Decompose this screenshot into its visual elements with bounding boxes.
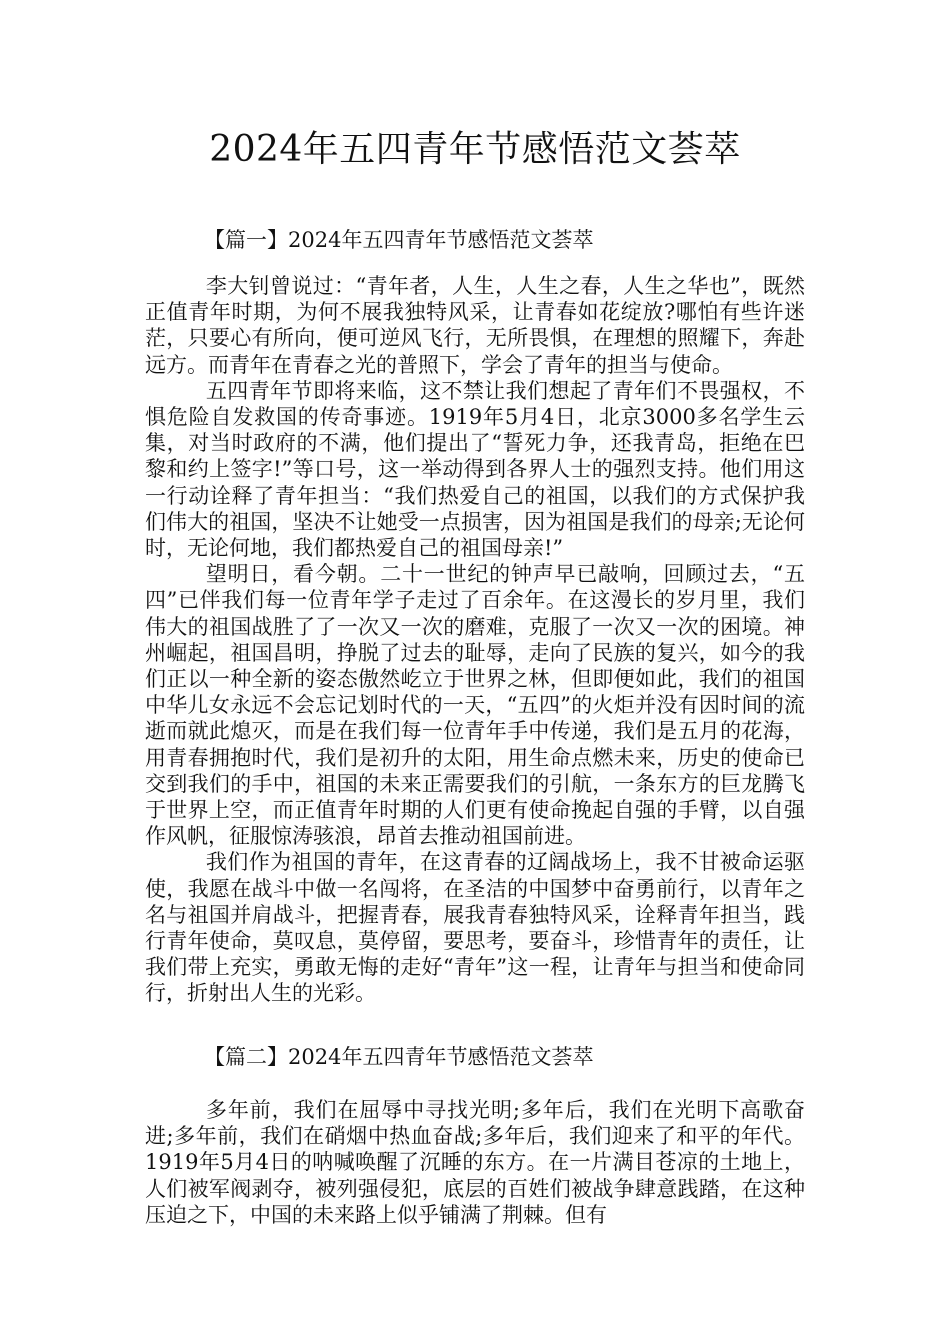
document-title: 2024年五四青年节感悟范文荟萃 [209,129,741,170]
section-1-body [145,273,805,1007]
section-2-body [145,1097,805,1228]
section-2-heading: 【篇二】2024年五四青年节感悟范文荟萃 [204,1045,594,1069]
section-2-paragraph-1: 多年前，我们在屈辱中寻找光明;多年后，我们在光明下高歌奋进;多年前，我们在硝烟中热血奋战;多年后，我们迎来了和平的年代。1919年5月4日的呐喊唤醒了沉睡的东方。在一片满目苍凉的土地上，人们被军阀剥夺，被列强侵犯，底层的百姓们被战争肆意践踏，在这种压迫之下，中国的未来路上似乎铺满了荆棘。但有 [145,1098,805,1227]
section-1-paragraph-4: 我们作为祖国的青年，在这青春的辽阔战场上，我不甘被命运驱使，我愿在战斗中做一名闯将，在圣洁的中国梦中奋勇前行，以青年之名与祖国并肩战斗，把握青春，展我青春独特风采，诠释青年担当，践行青年使命，莫叹息，莫停留，要思考，要奋斗，珍惜青年的责任，让我们带上充实，勇敢无悔的走好“青年”这一程，让青年与担当和使命同行，折射出人生的光彩。 [145,850,805,1006]
section-1-paragraph-3: 望明日，看今朝。二十一世纪的钟声早已敲响，回顾过去，“五四”已伴我们每一位青年学子走过了百余年。在这漫长的岁月里，我们伟大的祖国战胜了了一次又一次的磨难，克服了一次又一次的困境。神州崛起，祖国昌明，挣脱了过去的耻辱，走向了民族的复兴，如今的我们正以一种全新的姿态傲然屹立于世界之林，但即便如此，我们的祖国中华儿女永远不会忘记划时代的一天，“五四”的火炬并没有因时间的流逝而就此熄灭，而是在我们每一位青年手中传递，我们是五月的花海，用青春拥抱时代，我们是初升的太阳，用生命点燃未来，历史的使命已交到我们的手中，祖国的未来正需要我们的引航，一条东方的巨龙腾飞于世界上空，而正值青年时期的人们更有使命挽起自强的手臂，以自强作风帆，征服惊涛骇浪，昂首去推动祖国前进。 [145,562,805,849]
section-1-paragraph-1: 李大钊曾说过：“青年者，人生，人生之春，人生之华也”，既然正值青年时期，为何不展我独特风采，让青春如花绽放?哪怕有些许迷茫，只要心有所向，便可逆风飞行，无所畏惧，在理想的照耀下，奔赴远方。而青年在青春之光的普照下，学会了青年的担当与使命。 [145,274,805,377]
section-1-paragraph-2: 五四青年节即将来临，这不禁让我们想起了青年们不畏强权，不惧危险自发救国的传奇事迹。1919年5月4日，北京3000多名学生云集，对当时政府的不满，他们提出了“誓死力争，还我青岛，拒绝在巴黎和约上签字!”等口号，这一举动得到各界人士的强烈支持。他们用这一行动诠释了青年担当：“我们热爱自己的祖国，以我们的方式保护我们伟大的祖国，坚决不让她受一点损害，因为祖国是我们的母亲;无论何时，无论何地，我们都热爱自己的祖国母亲!” [145,378,805,561]
section-1-heading: 【篇一】2024年五四青年节感悟范文荟萃 [204,228,594,252]
